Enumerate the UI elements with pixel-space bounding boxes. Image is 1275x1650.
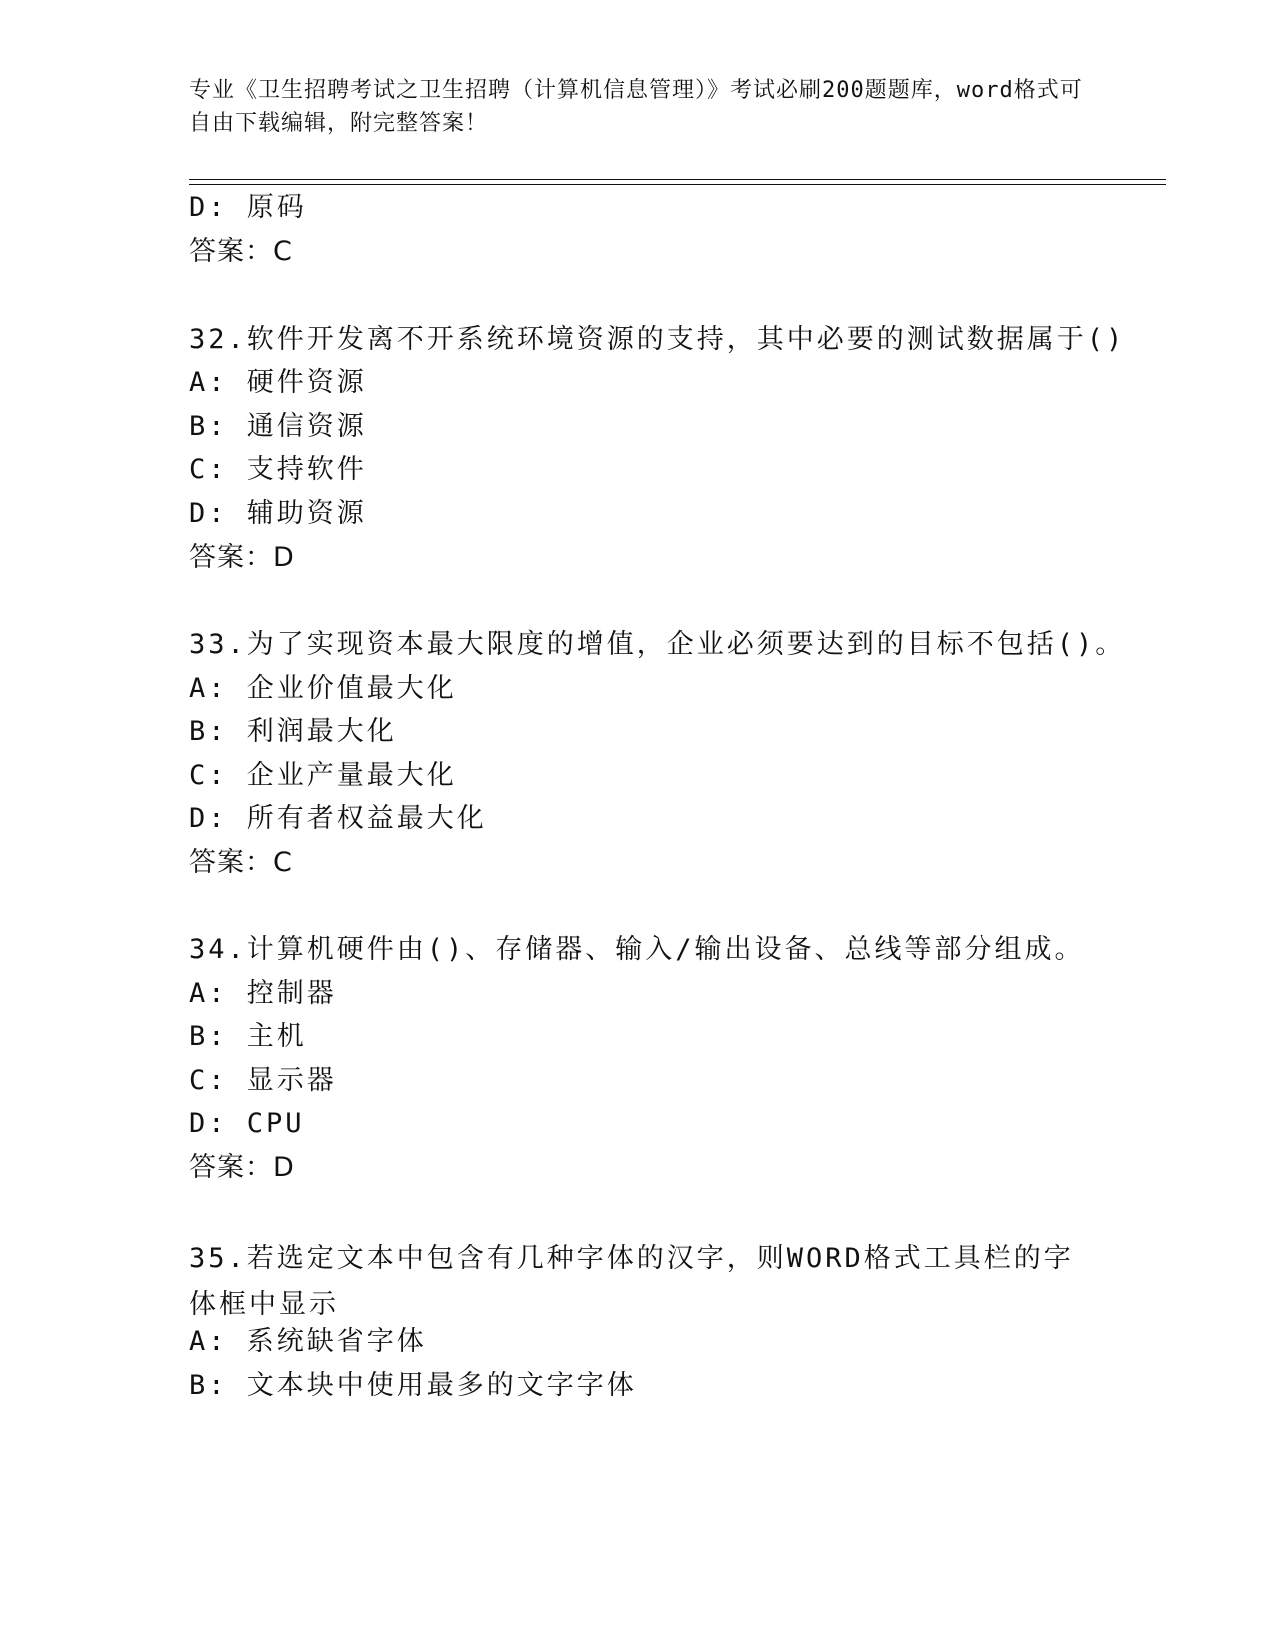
option-b: B: 主机	[189, 1021, 307, 1052]
option-c: C: 显示器	[189, 1065, 337, 1096]
option-c: C: 支持软件	[189, 454, 367, 485]
option-b: B: 通信资源	[189, 411, 367, 442]
option-a: A: 控制器	[189, 978, 337, 1009]
option-d: D: 辅助资源	[189, 498, 367, 529]
option-a: A: 系统缺省字体	[189, 1326, 427, 1357]
question-title: 34.计算机硬件由()、存储器、输入/输出设备、总线等部分组成。	[189, 934, 1085, 965]
option-d: D: CPU	[189, 1108, 305, 1139]
option-d: D: 原码	[189, 192, 307, 223]
option-b: B: 利润最大化	[189, 716, 397, 747]
question-title: 33.为了实现资本最大限度的增值，企业必须要达到的目标不包括()。	[189, 629, 1126, 660]
option-a: A: 企业价值最大化	[189, 673, 457, 704]
header-divider-top	[189, 179, 1166, 180]
answer-line: 答案：D	[189, 1152, 295, 1183]
option-c: C: 企业产量最大化	[189, 760, 457, 791]
answer-line: 答案：C	[189, 236, 293, 267]
option-b: B: 文本块中使用最多的文字字体	[189, 1370, 637, 1401]
document-header: 专业《卫生招聘考试之卫生招聘（计算机信息管理）》考试必刷200题题库，word格式可自由下载编辑，附完整答案！	[189, 78, 1083, 136]
option-a: A: 硬件资源	[189, 367, 367, 398]
answer-line: 答案：D	[189, 542, 295, 573]
answer-line: 答案：C	[189, 847, 293, 878]
option-d: D: 所有者权益最大化	[189, 803, 487, 834]
header-divider-bottom	[189, 184, 1166, 185]
question-title: 35.若选定文本中包含有几种字体的汉字，则WORD格式工具栏的字体框中显示	[189, 1243, 1074, 1320]
question-title: 32.软件开发离不开系统环境资源的支持，其中必要的测试数据属于()	[189, 324, 1126, 355]
